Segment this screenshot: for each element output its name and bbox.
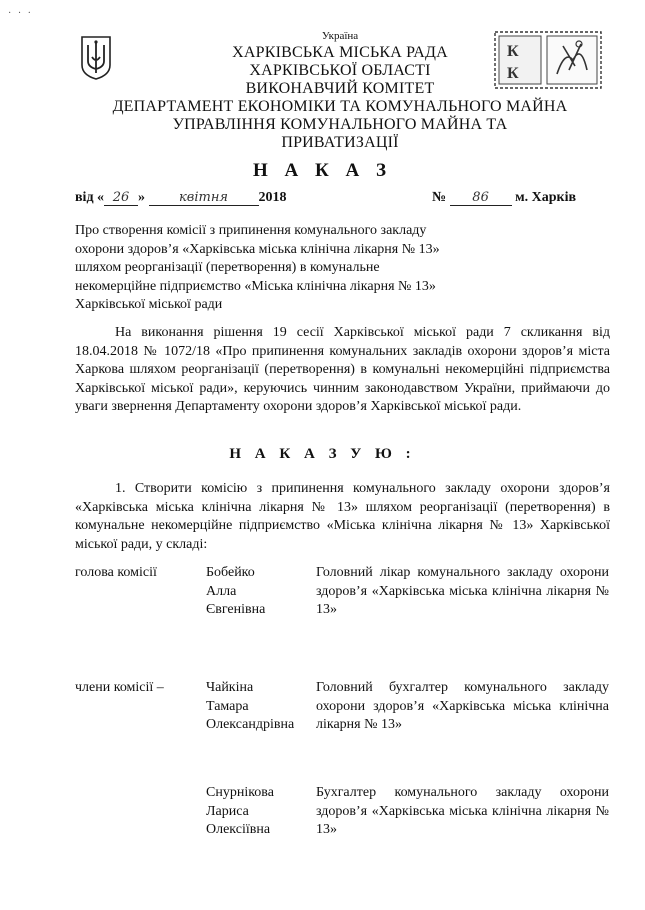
number-label: № <box>432 190 447 205</box>
date-month: квітня <box>149 190 259 206</box>
header-line-region: ХАРКІВСЬКОЇ ОБЛАСТІ <box>249 62 431 79</box>
date-prefix: від « <box>75 190 105 205</box>
order-point-1: 1. Створити комісію з припинення комунального закладу охорони здоров’я «Харківська міська клінічна лікарня № 13» шляхом реорганізації (перетворення) в комунальне некомерційне підприємство «Міська клінічна лікарня № 13» Харківської міської ради, у складі: <box>75 481 610 552</box>
member-patronymic: Євгенівна <box>206 602 266 617</box>
order-subject: Про створення комісії з припинення комунального закладу охорони здоров’я «Харківська міська клінічна лікарня № 13» шляхом реорганізації (перетворення) в комунальне некомерційне підприємство «Міська клінічна лікарня № 13» Харківської міської ради <box>75 223 440 312</box>
scan-artifact: · · · <box>8 8 33 19</box>
member-name <box>206 784 306 840</box>
member-first-name: Алла <box>206 583 237 599</box>
member-description: Головний лікар комунального закладу охорони здоров’я «Харківська міська клінічна лікарня № 13» <box>316 565 609 617</box>
header-line-executive-committee: ВИКОНАВЧИЙ КОМІТЕТ <box>245 80 435 97</box>
header-line-privatization: ПРИВАТИЗАЦІЇ <box>281 134 399 151</box>
member-surname: Снурнікова <box>206 785 274 800</box>
svg-text:К: К <box>507 43 519 60</box>
member-role: члени комісії – <box>75 680 164 695</box>
header-line-city-council: ХАРКІВСЬКА МІСЬКА РАДА <box>232 44 448 61</box>
header-line-department: ДЕПАРТАМЕНТ ЕКОНОМІКИ ТА КОМУНАЛЬНОГО МАЙНА <box>112 98 568 115</box>
date-day: 26 <box>104 190 138 206</box>
member-patronymic: Олександрівна <box>206 717 295 732</box>
date-mid: » <box>138 190 146 205</box>
number-value: 86 <box>450 190 512 206</box>
member-first-name: Тамара <box>206 698 249 714</box>
country-label: Україна <box>321 30 359 42</box>
date-year: 2018 <box>258 190 287 205</box>
member-name <box>206 564 306 620</box>
order-number <box>432 190 576 206</box>
member-surname: Бобейко <box>206 565 255 580</box>
order-date <box>75 190 287 206</box>
member-description: Головний бухгалтер комунального закладу охорони здоров’я «Харківська міська клінічна лікарня № 13» <box>316 680 609 732</box>
order-preamble: На виконання рішення 19 сесії Харківської міської ради 7 скликання від 18.04.2018 № 1072/18 «Про припинення комунальних закладів охорони здоров’я міста Харкова шляхом реорганізації (перетворення) в комунальні некомерційні підприємства Харківської міської ради», керуючись чинним законодавством України, приймаючи до уваги звернення Департаменту охорони здоров’я Харківської міської ради. <box>75 325 610 414</box>
member-role: голова комісії <box>75 565 157 580</box>
header-line-directorate: УПРАВЛІННЯ КОМУНАЛЬНОГО МАЙНА ТА <box>172 116 508 133</box>
member-first-name: Лариса <box>206 803 249 819</box>
order-city: м. Харків <box>515 190 577 205</box>
member-surname: Чайкіна <box>206 680 254 695</box>
member-name <box>206 679 306 735</box>
svg-text:К: К <box>507 65 519 82</box>
member-patronymic: Олексіївна <box>206 822 271 837</box>
document-title: Н А К А З <box>252 160 393 181</box>
member-description: Бухгалтер комунального закладу охорони здоров’я «Харківська міська клінічна лікарня № 13» <box>316 785 609 837</box>
order-heading: Н А К А З У Ю : <box>229 446 416 462</box>
